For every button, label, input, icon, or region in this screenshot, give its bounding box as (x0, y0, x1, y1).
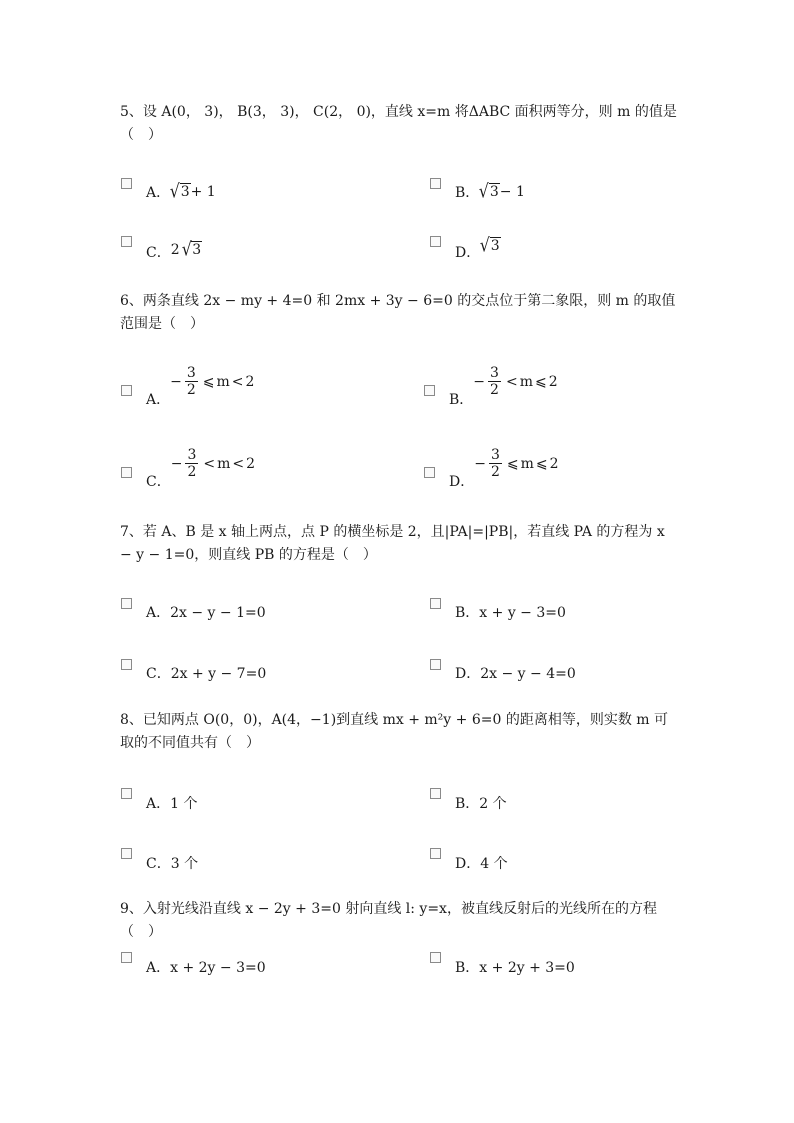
q6-option-d-var: m (520, 455, 534, 472)
question-9-stem: 9、入射光线沿直线 x − 2y + 3=0 射向直线 l: y=x，被直线反射后的光线所在的方程（ ） (120, 901, 657, 940)
sqrt-icon: √ (479, 179, 490, 203)
q6-option-c-var: m (217, 455, 231, 472)
q6-option-b-formula (473, 365, 557, 398)
q6-option-d-denominator: 2 (490, 464, 500, 480)
q6-option-c-bound: 2 (246, 455, 256, 472)
q5-option-d-label: D． (455, 245, 481, 261)
q8-option-d-checkbox[interactable] (430, 848, 441, 859)
q6-option-d-checkbox[interactable] (424, 467, 435, 478)
q6-option-d-bound: 2 (549, 455, 559, 472)
q5-option-b[interactable] (430, 178, 525, 202)
q6-option-b-sign: − (473, 373, 486, 390)
q9-option-b-text: B．x + 2y + 3=0 (455, 960, 575, 976)
q7-option-c-checkbox[interactable] (121, 659, 132, 670)
q5-option-d[interactable] (430, 233, 501, 262)
q6-option-a-rel2: < (231, 373, 244, 390)
q8-option-d[interactable] (430, 848, 508, 873)
q8-option-b-text: B．2 个 (455, 796, 507, 812)
q6-option-a-sign: − (170, 373, 182, 390)
q7-option-a[interactable] (121, 598, 266, 622)
q9-option-a-text: A．x + 2y − 3=0 (146, 960, 266, 976)
q5-option-a-radicand: 3 (180, 184, 190, 200)
q7-option-c[interactable] (121, 659, 266, 683)
q7-option-a-text: A．2x − y − 1=0 (146, 605, 266, 621)
q7-option-d[interactable] (430, 659, 576, 683)
q5-option-c[interactable] (121, 236, 202, 262)
q8-option-b[interactable] (430, 788, 507, 813)
q6-option-c-checkbox[interactable] (121, 467, 132, 478)
q6-option-c-formula (171, 447, 255, 480)
q6-option-b-numerator: 3 (490, 365, 499, 381)
q7-option-b-checkbox[interactable] (430, 598, 441, 609)
q6-option-b-checkbox[interactable] (424, 385, 435, 396)
q5-option-c-checkbox[interactable] (121, 236, 132, 247)
q6-option-b-denominator: 2 (490, 382, 499, 398)
q5-option-a[interactable] (121, 178, 216, 202)
q6-option-d-fraction (489, 447, 502, 480)
q7-option-c-text: C．2x + y − 7=0 (146, 666, 267, 682)
q6-option-c-rel1: < (203, 455, 216, 472)
q8-option-b-checkbox[interactable] (430, 788, 441, 799)
q6-option-b-fraction (488, 365, 501, 398)
q8-option-a-text: A．1 个 (146, 796, 198, 812)
q6-option-c-numerator: 3 (187, 447, 197, 463)
q5-option-c-label: C． (146, 245, 171, 261)
q9-option-b-checkbox[interactable] (430, 952, 441, 963)
q6-option-b-bound: 2 (548, 373, 558, 390)
q5-option-a-formula (169, 178, 216, 203)
q6-option-c-label: C． (146, 474, 171, 490)
q8-option-a[interactable] (121, 788, 197, 813)
q7-option-d-text: D．2x − y − 4=0 (455, 666, 576, 682)
q5-option-b-formula (479, 178, 525, 203)
q6-option-a-bound: 2 (245, 373, 255, 390)
sqrt-icon: √ (479, 233, 491, 257)
q5-option-c-radicand: 3 (192, 242, 202, 258)
q9-option-a-checkbox[interactable] (121, 952, 132, 963)
q6-option-a-formula (170, 365, 254, 398)
q6-option-d-formula (474, 447, 558, 480)
q5-option-d-checkbox[interactable] (430, 236, 441, 247)
q5-option-b-radicand: 3 (489, 184, 499, 200)
q6-option-a-label: A． (146, 392, 171, 408)
q6-option-d-sign: − (474, 455, 486, 472)
q6-option-a[interactable] (121, 365, 254, 409)
q6-option-c[interactable] (121, 447, 255, 491)
q5-option-b-after: − 1 (499, 184, 525, 200)
q5-option-b-label: B． (455, 185, 480, 201)
q6-option-b-var: m (519, 373, 533, 390)
question-8-stem: 8、已知两点 O(0，0)，A(4，−1)到直线 mx + m²y + 6=0 的距离相等，则实数 m 可取的不同值共有（ ） (120, 712, 669, 751)
q5-option-c-formula (170, 236, 202, 261)
q6-option-a-denominator: 2 (186, 382, 196, 398)
q6-option-a-numerator: 3 (186, 365, 196, 381)
q6-option-a-checkbox[interactable] (121, 385, 132, 396)
question-5-stem: 5、设 A(0， 3)， B(3， 3)， C(2， 0)，直线 x=m 将ΔABC 面积两等分，则 m 的值是（ ） (120, 104, 677, 143)
q6-option-c-fraction (185, 447, 198, 480)
q5-option-d-radicand: 3 (490, 238, 500, 254)
q7-option-d-checkbox[interactable] (430, 659, 441, 670)
sqrt-icon: √ (181, 237, 192, 261)
q8-option-c-text: C．3 个 (146, 856, 199, 872)
q6-option-b[interactable] (424, 365, 558, 409)
question-6-stem: 6、两条直线 2x − my + 4=0 和 2mx + 3y − 6=0 的交点位于第二象限，则 m 的取值范围是（ ） (120, 293, 676, 332)
q8-option-a-checkbox[interactable] (121, 788, 132, 799)
q9-option-b[interactable] (430, 952, 575, 977)
q5-option-a-label: A． (146, 185, 171, 201)
q6-option-d[interactable] (424, 447, 559, 491)
question-7-stem: 7、若 A、B 是 x 轴上两点，点 P 的横坐标是 2，且|PA|=|PB|，若直线 PA 的方程为 x − y − 1=0，则直线 PB 的方程是（ ） (120, 524, 665, 563)
q5-option-c-before: 2 (170, 242, 180, 258)
q6-option-a-var: m (216, 373, 230, 390)
q6-option-b-rel2: ⩽ (534, 373, 547, 390)
q6-option-a-fraction (185, 365, 198, 398)
q6-option-b-rel1: < (505, 373, 518, 390)
q6-option-d-numerator: 3 (490, 447, 500, 463)
q7-option-a-checkbox[interactable] (121, 598, 132, 609)
q5-option-a-checkbox[interactable] (121, 178, 132, 189)
q8-option-c[interactable] (121, 848, 198, 873)
q6-option-c-sign: − (170, 455, 183, 472)
q6-option-c-denominator: 2 (187, 464, 197, 480)
q6-option-d-label: D． (449, 474, 475, 490)
q7-option-b[interactable] (430, 598, 566, 622)
q8-option-c-checkbox[interactable] (121, 848, 132, 859)
q5-option-b-checkbox[interactable] (430, 178, 441, 189)
q5-option-d-formula (479, 233, 500, 257)
q5-option-a-after: + 1 (190, 184, 216, 200)
sqrt-icon: √ (169, 179, 180, 203)
q6-option-a-rel1: ⩽ (202, 373, 215, 390)
q6-option-b-label: B． (449, 392, 474, 408)
q8-option-d-text: D．4 个 (455, 856, 508, 872)
q6-option-d-rel1: ⩽ (506, 455, 519, 472)
q7-option-b-text: B．x + y − 3=0 (455, 605, 566, 621)
q6-option-d-rel2: ⩽ (535, 455, 548, 472)
q6-option-c-rel2: < (232, 455, 245, 472)
q9-option-a[interactable] (121, 952, 266, 977)
